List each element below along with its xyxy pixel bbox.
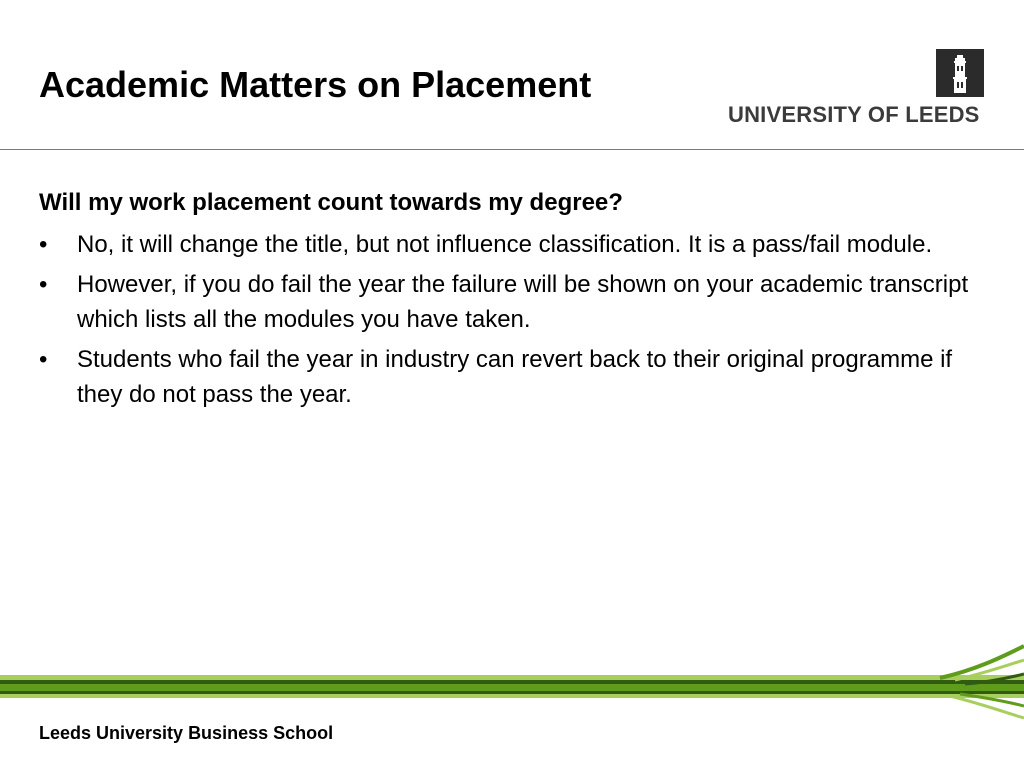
footer-stripes — [0, 640, 1024, 720]
bullet-text: No, it will change the title, but not influence classification. It is a pass/fail module. — [77, 231, 933, 258]
bullet-text: However, if you do fail the year the failure will be shown on your academic transcript which lists all the modules you have taken. — [77, 271, 969, 333]
footer-school-name: Leeds University Business School — [39, 723, 334, 743]
bullet-item — [39, 227, 969, 262]
bullet-marker: • — [39, 346, 48, 373]
bullet-marker: • — [39, 271, 48, 298]
slide-title: Academic Matters on Placement — [39, 64, 592, 105]
university-logo — [726, 46, 988, 128]
bullet-text: Students who fail the year in industry can revert back to their original programme if they do not pass the year. — [77, 346, 953, 408]
university-tower-icon — [936, 49, 984, 97]
university-logo-text: UNIVERSITY OF LEEDS — [728, 102, 980, 127]
slide-content — [39, 187, 969, 417]
bullet-item — [39, 267, 969, 337]
question-heading: Will my work placement count towards my degree? — [39, 189, 623, 216]
header-divider — [0, 149, 1024, 150]
bullet-list — [39, 227, 969, 412]
bullet-item — [39, 342, 969, 412]
bullet-marker: • — [39, 231, 48, 258]
